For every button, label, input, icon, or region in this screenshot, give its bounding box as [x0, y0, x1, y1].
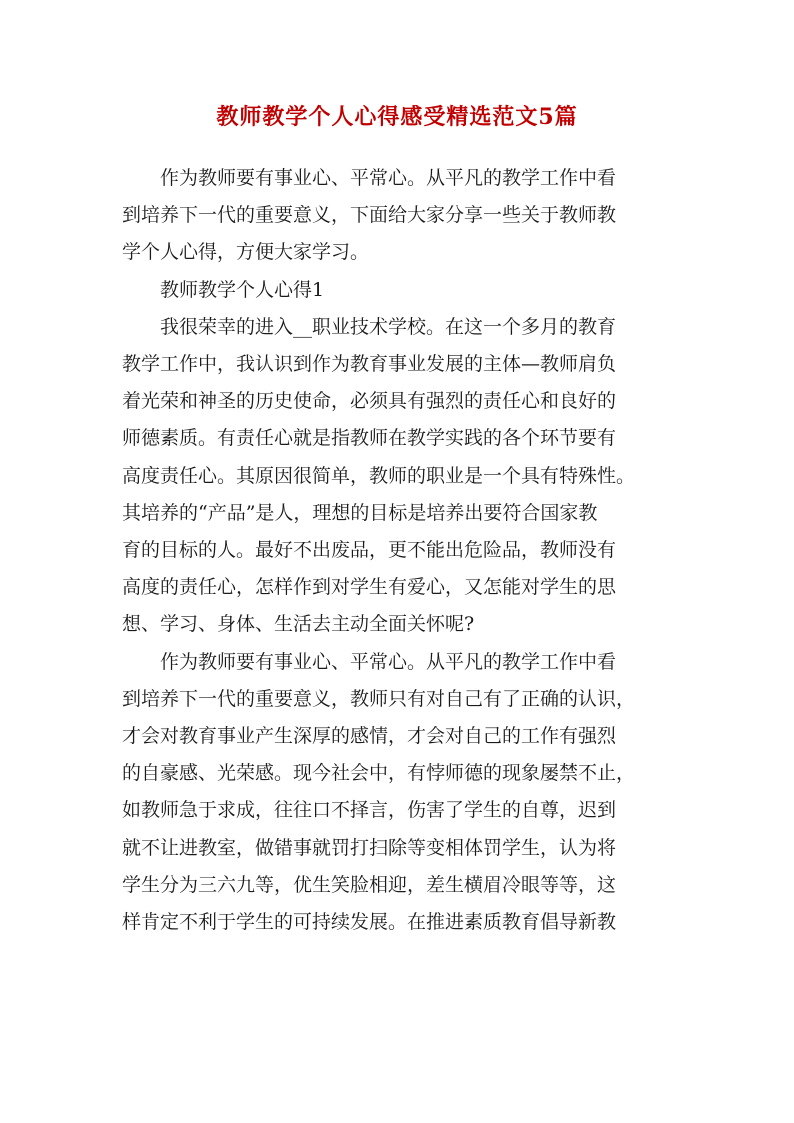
paragraph-line: 到培养下一代的重要意义，下面给大家分享一些关于教师教 [122, 204, 617, 227]
paragraph-line: 学个人心得，方便大家学习。 [122, 241, 370, 264]
paragraph-line: 样肯定不利于学生的可持续发展。在推进素质教育倡导新教 [122, 911, 617, 934]
paragraph-line: 着光荣和神圣的历史使命，必须具有强烈的责任心和良好的 [122, 390, 617, 413]
body-paragraph [122, 644, 674, 942]
paragraph-line: 师德素质。有责任心就是指教师在教学实践的各个环节要有 [122, 427, 617, 450]
document-body [122, 160, 674, 941]
paragraph-line: 如教师急于求成，往往口不择言，伤害了学生的自尊，迟到 [122, 799, 617, 822]
paragraph-line: 想、学习、身体、生活去主动全面关怀呢? [122, 613, 475, 636]
section-heading: 教师教学个人心得1 [160, 278, 325, 301]
paragraph-line: 高度责任心。其原因很简单，教师的职业是一个具有特殊性。 [122, 464, 636, 487]
paragraph-line: 到培养下一代的重要意义，教师只有对自己有了正确的认识， [122, 687, 636, 710]
paragraph-line: 就不让进教室，做错事就罚打扫除等变相体罚学生，认为将 [122, 836, 617, 859]
document-title: 教师教学个人心得感受精选范文5篇 [216, 104, 578, 130]
paragraph-line: 学生分为三六九等，优生笑脸相迎，差生横眉冷眼等等，这 [122, 873, 617, 896]
paragraph-line: 才会对教育事业产生深厚的感情，才会对自己的工作有强烈 [122, 725, 617, 748]
paragraph-line: 的自豪感、光荣感。现今社会中，有悖师德的现象屡禁不止， [122, 762, 636, 785]
paragraph-line: 育的目标的人。最好不出废品，更不能出危险品，教师没有 [122, 539, 617, 562]
paragraph-line: 高度的责任心，怎样作到对学生有爱心，又怎能对学生的思 [122, 576, 617, 599]
paragraph-line: 我很荣幸的进入__职业技术学校。在这一个多月的教育 [160, 315, 617, 338]
paragraph-line: 其培养的“产品”是人，理想的目标是培养出要符合国家教 [122, 501, 598, 524]
paragraph-line: 教学工作中，我认识到作为教育事业发展的主体—教师肩负 [122, 353, 617, 376]
body-paragraph [122, 309, 674, 644]
paragraph-line: 作为教师要有事业心、平常心。从平凡的教学工作中看 [160, 650, 617, 673]
paragraph-line: 作为教师要有事业心、平常心。从平凡的教学工作中看 [160, 167, 617, 189]
intro-paragraph [122, 160, 674, 272]
